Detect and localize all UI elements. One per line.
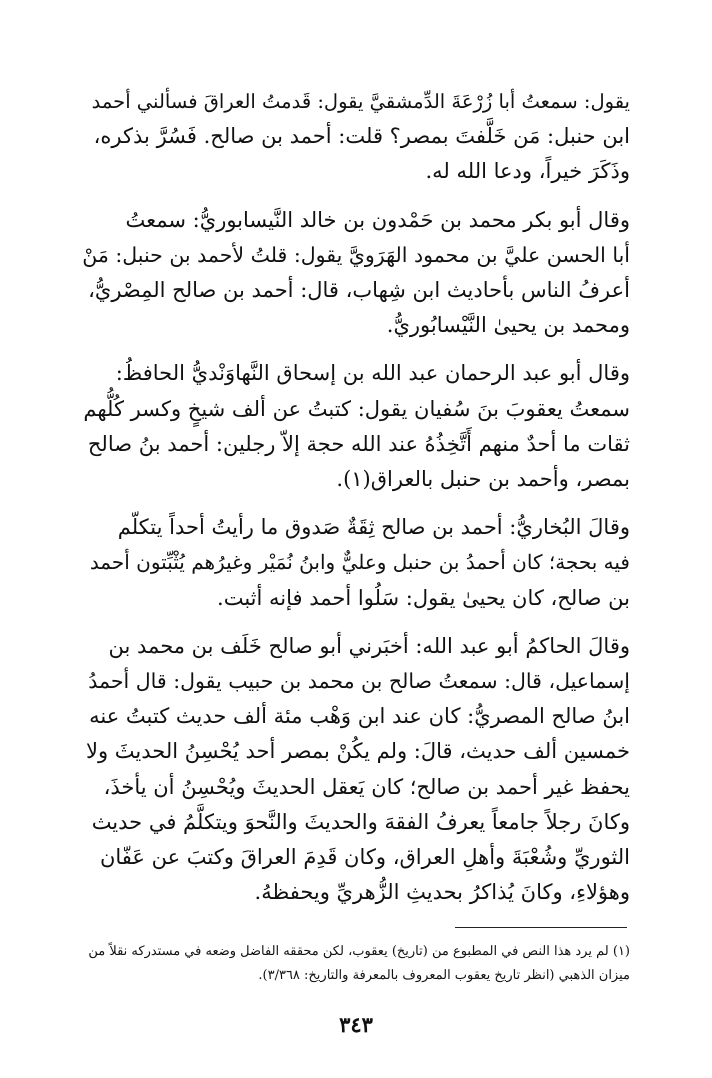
text-line: ثقات ما أحدٌ منهم أَتَّخِذُهُ عند الله حجة إلاّ رجلين: أحمد بنُ صالح (87, 431, 630, 456)
text-line: أعرفُ الناس بأحاديث ابن شِهاب، قال: أحمد بن صالح المِصْريُّ، (88, 278, 630, 303)
footnote-line: (١) لم يرد هذا النص في المطبوع من (تاريخ) يعقوب، لكن محققه الفاضل وضعه في مستدركه نقلاً من (88, 944, 630, 959)
page-number: ٣٤٣ (339, 1012, 373, 1037)
paragraph (82, 510, 630, 616)
paragraph (82, 629, 630, 911)
footnote (82, 940, 630, 988)
text-line: ومحمد بن يحيىٰ النَّيْسابُوريُّ. (386, 313, 630, 338)
text-line: وهؤلاءِ، وكانَ يُذاكرُ بحديثِ الزُّهريِّ ويحفظهُ. (254, 880, 630, 905)
text-line: بن صالح، كان يحيىٰ يقول: سَلُوا أحمد فإنه أثبت. (217, 585, 630, 610)
text-line: الثوريِّ وشُعْبَةَ وأهلِ العراق، وكان قَدِمَ العراقَ وكتبَ عن عَفّان (99, 845, 630, 870)
paragraph (82, 203, 630, 344)
text-line: خمسين ألف حديث، قالَ: ولم يكُنْ بمصر أحد يُحْسِنُ الحديثَ ولا (85, 739, 630, 764)
text-line: وقال أبو عبد الرحمان عبد الله بن إسحاق النَّهاوَنْديُّ الحافظُ: (115, 361, 630, 386)
text-line: أبا الحسن عليَّ بن محمود الهَرَويَّ يقول: قلتُ لأحمد بن حنبل: مَنْ (82, 242, 630, 267)
footnote-divider (455, 927, 627, 928)
text-line: يقول: سمعتُ أبا زُرْعَةَ الدِّمشقيَّ يقول: قَدمتُ العراقَ فسألني أحمد (91, 90, 630, 113)
text-line: بمصر، وأحمد بن حنبل بالعراق(١). (336, 467, 630, 492)
text-line: ابن حنبل: مَن خَلَّفتَ بمصر؟ قلت: أحمد بن صالح. فَسُرَّ بذكره، (93, 124, 630, 149)
text-line: وقالَ البُخاريُّ: أحمد بن صالح ثِقَةٌ صَدوق ما رأيتُ أحداً يتكلّم (117, 515, 630, 540)
text-line: يحفظ غير أحمد بن صالح؛ كان يَعقل الحديثَ ويُحْسِنُ أن يأخذَ، (103, 774, 630, 799)
text-line: إسماعيل، قال: سمعتُ صالح بن محمد بن حبيب يقول: قال أحمدُ (88, 669, 630, 694)
text-line: فيه بحجة؛ كان أحمدُ بن حنبل وعليٌّ وابنُ نُمَيْر وغيرُهم يُثْبِّتون أحمد (89, 550, 630, 575)
text-line: وكانَ رجلاً جامعاً يعرفُ الفقهَ والحديثَ والنَّحوَ ويتكلَّمُ في حديث (91, 809, 630, 834)
text-line: وقالَ الحاكمُ أبو عبد الله: أخبَرني أبو صالح خَلَف بن محمد بن (108, 633, 630, 658)
paragraph (82, 356, 630, 497)
paragraph (82, 84, 630, 190)
footnote-line: ميزان الذهبي (انظر تاريخ يعقوب المعروف بالمعرفة والتاريخ: ٣/٣٦٨). (258, 968, 630, 983)
text-line: وقال أبو بكر محمد بن حَمْدون بن خالد النَّيسابوريُّ: سمعتُ (125, 207, 630, 232)
text-line: وذَكَرَ خيراً، ودعا الله له. (425, 159, 630, 184)
main-text (82, 84, 630, 923)
text-line: سمعتُ يعقوبَ بنَ سُفيان يقول: كتبتُ عن ألف شيخٍ وكسر كُلُّهم (83, 396, 630, 421)
text-line: ابنُ صالح المصريُّ: كان عند ابن وَهْب مئة ألف حديث كتبتُ عنه (89, 704, 630, 729)
